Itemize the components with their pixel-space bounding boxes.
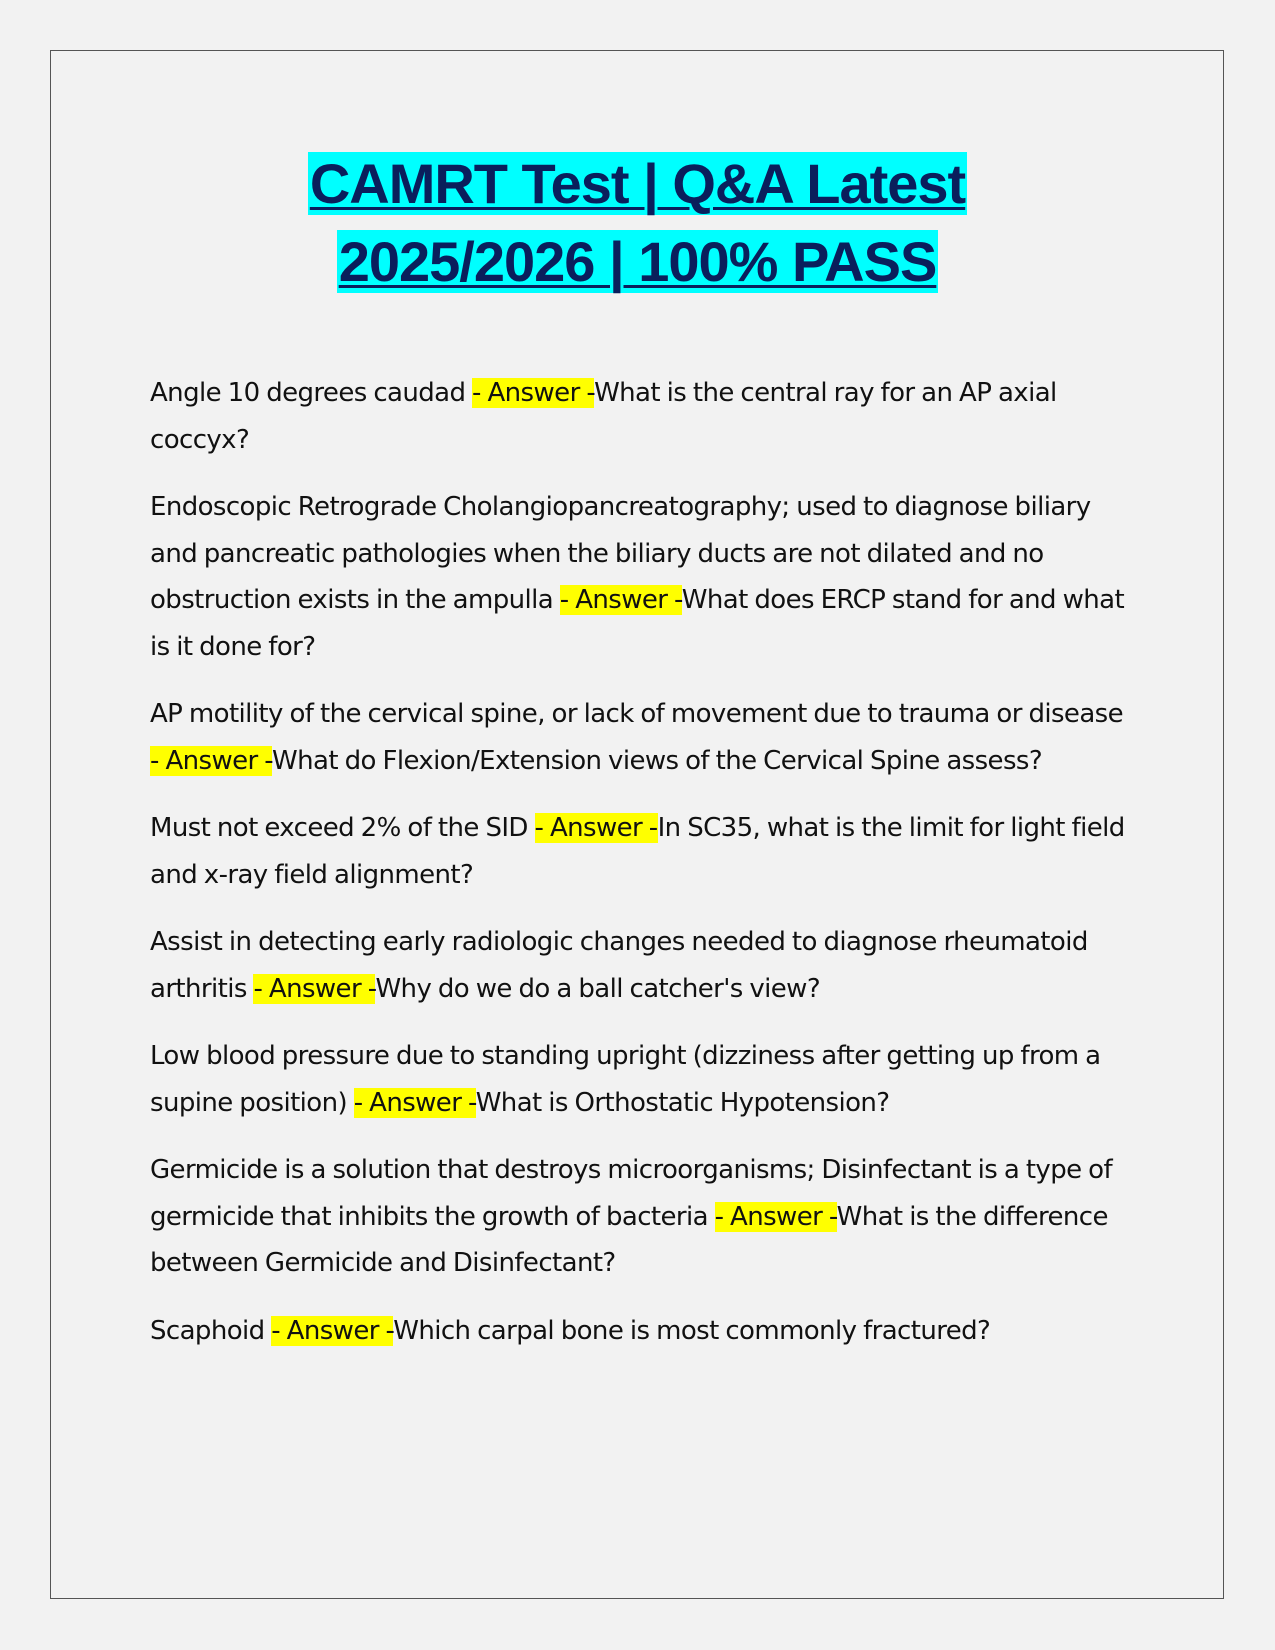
qa-item (150, 1308, 1130, 1355)
answer-text: AP motility of the cervical spine, or lack of movement due to trauma or disease (150, 699, 1123, 729)
answer-text: Angle 10 degrees caudad (150, 378, 473, 408)
answer-text: Assist in detecting early radiologic changes needed to diagnose rheumatoid arthritis (150, 927, 1088, 1004)
question-text: In SC35, what is the limit for light field and x-ray field alignment? (150, 813, 1125, 890)
answer-text: Scaphoid (150, 1315, 272, 1346)
question-text: What is Orthostatic Hypotension? (475, 1087, 890, 1118)
answer-separator: - Answer - (472, 378, 595, 408)
question-text: Which carpal bone is most commonly fractured? (393, 1315, 991, 1346)
title-line-2 (0, 223, 1275, 301)
qa-item (150, 484, 1130, 670)
qa-item (150, 1033, 1130, 1126)
document-title (0, 145, 1275, 301)
question-text: What is the central ray for an AP axial coccyx? (150, 378, 1057, 455)
answer-text: Germicide is a solution that destroys microorganisms; Disinfectant is a type of germicide that inhibits the growth of bacteria (150, 1155, 1113, 1232)
answer-separator: - Answer - (253, 973, 376, 1004)
qa-item (150, 691, 1130, 784)
question-text: What is the difference between Germicide and Disinfectant? (150, 1201, 1108, 1278)
qa-item (150, 1147, 1130, 1287)
answer-separator: - Answer - (150, 745, 273, 776)
title-line-1-text: CAMRT Test | Q&A Latest (309, 152, 966, 215)
answer-text: Low blood pressure due to standing upright (dizziness after getting up from a supine position) (150, 1041, 1101, 1118)
answer-separator: - Answer - (559, 585, 682, 615)
qa-item (150, 370, 1130, 463)
title-line-2-text: 2025/2026 | 100% PASS (338, 230, 937, 293)
qa-list (150, 370, 1130, 1375)
answer-separator: - Answer - (714, 1201, 837, 1232)
title-line-1 (0, 145, 1275, 223)
answer-text: Endoscopic Retrograde Cholangiopancreatography; used to diagnose biliary and pancreatic pathologies when the biliary ducts are not dilated and no obstruction exists in the ampulla (150, 492, 1091, 615)
question-text: What do Flexion/Extension views of the Cervical Spine assess? (272, 745, 1043, 776)
answer-separator: - Answer - (534, 813, 658, 843)
qa-item (150, 805, 1130, 898)
answer-separator: - Answer - (353, 1087, 476, 1118)
qa-item (150, 919, 1130, 1012)
answer-text: Must not exceed 2% of the SID (150, 813, 535, 843)
question-text: Why do we do a ball catcher's view? (375, 973, 821, 1004)
question-text: What does ERCP stand for and what is it done for? (150, 585, 1125, 662)
answer-separator: - Answer - (271, 1315, 394, 1346)
